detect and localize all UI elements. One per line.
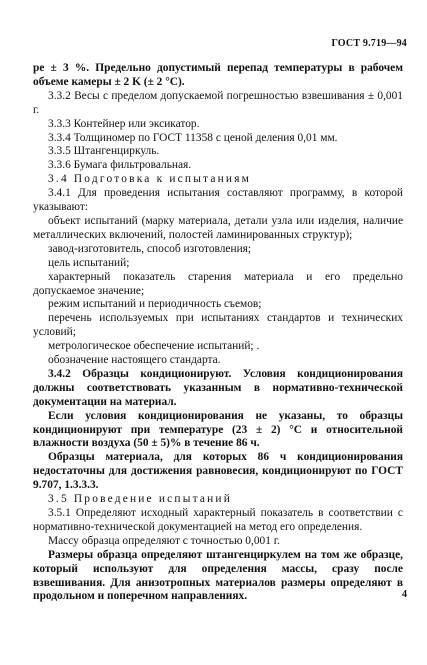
paragraph: перечень используемых при испытаниях стандартов и технических условий; xyxy=(33,312,403,339)
paragraph: 3.3.6 Бумага фильтровальная. xyxy=(48,159,192,172)
document-body xyxy=(33,62,403,604)
paragraph: Если условия кондиционирования не указаны, то образцы кондиционируют при температуре (23 ± 2) °C и относительной влажности воздуха (50 ± 5)% в течение 86 ч. xyxy=(33,409,403,450)
paragraph: Массу образца определяют с точностью 0,001 г. xyxy=(48,534,281,547)
paragraph: метрологическое обеспечение испытаний; . xyxy=(48,340,260,353)
section-heading: 3.4 Подготовка к испытаниям xyxy=(48,173,252,186)
paragraph: объект испытаний (марку материала, детали узла или изделия, наличие металлических включений, полостей ламинированных структур); xyxy=(33,214,403,241)
page-number: 4 xyxy=(402,589,407,600)
paragraph: ре ± 3 %. Предельно допустимый перепад температуры в рабочем объеме камеры ± 2 K (± 2 °C). xyxy=(33,62,403,88)
paragraph: 3.3.4 Толщиномер по ГОСТ 11358 с ценой деления 0,01 мм. xyxy=(48,131,338,144)
paragraph: обозначение настоящего стандарта. xyxy=(48,354,221,367)
paragraph: 3.3.5 Штангенциркуль. xyxy=(48,145,160,158)
standard-header: ГОСТ 9.719—94 xyxy=(331,38,407,49)
paragraph: завод-изготовитель, способ изготовления; xyxy=(48,242,252,255)
paragraph: Размеры образца определяют штангенциркулем на том же образце, который используют для определения массы, сразу после взвешивания. Для анизотропных материалов размеры определяют в продольном и поперечном направлениях. xyxy=(33,548,403,603)
paragraph: 3.3.2 Весы с пределом допускаемой погрешностью взвешивания ± 0,001 г. xyxy=(33,89,403,116)
paragraph: характерный показатель старения материала и его предельно допускаемое значение; xyxy=(33,270,403,297)
paragraph: 3.4.2 Образцы кондиционируют. Условия кондиционирования должны соответствовать указанным в нормативно-технической документации на материал. xyxy=(33,367,403,408)
paragraph: режим испытаний и периодичность съемов; xyxy=(48,298,262,311)
section-heading: 3.5 Проведение испытаний xyxy=(48,493,233,506)
paragraph: цель испытаний; xyxy=(48,256,130,269)
paragraph: 3.3.3 Контейнер или эксикатор. xyxy=(48,117,200,130)
paragraph: Образцы материала, для которых 86 ч кондиционирования недостаточны для достижения равновесия, кондиционируют по ГОСТ 9.707, 1.3.3.3. xyxy=(33,451,403,492)
paragraph: 3.5.1 Определяют исходный характерный показатель в соответствии с нормативно-технической документацией на метод его определения. xyxy=(33,507,403,533)
paragraph: 3.4.1 Для проведения испытания составляют программу, в которой указывают: xyxy=(33,187,403,214)
